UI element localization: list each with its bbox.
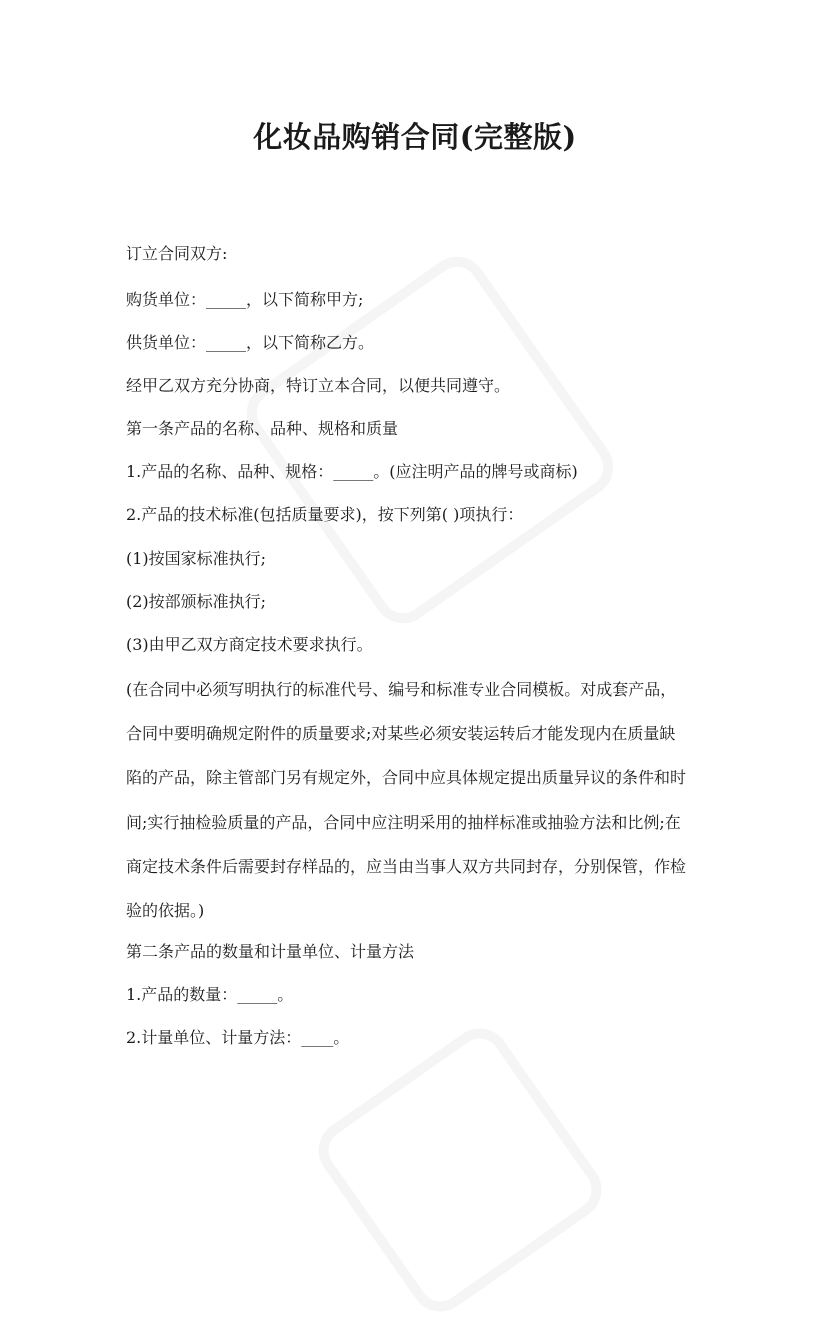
paragraph-line: 陷的产品，除主管部门另有规定外，合同中应具体规定提出质量异议的条件和时 [126,768,687,787]
text-line: (3)由甲乙双方商定技术要求执行。 [126,635,373,654]
text-line: 供货单位：_____，以下简称乙方。 [126,333,375,352]
text-line: 2.计量单位、计量方法：____。 [126,1028,350,1047]
paragraph-line: 合同中要明确规定附件的质量要求;对某些必须安装运转后才能发现内在质量缺 [126,724,676,743]
text-line: 2.产品的技术标准(包括质量要求)，按下列第( )项执行： [126,505,524,524]
paragraph-line: (在合同中必须写明执行的标准代号、编号和标准专业合同模板。对成套产品， [126,680,677,699]
text-line: (1)按国家标准执行; [126,549,267,568]
text-line: 1.产品的数量：_____。 [126,985,294,1004]
section-heading: 第二条产品的数量和计量单位、计量方法 [126,942,415,961]
text-line: 1.产品的名称、品种、规格：_____。(应注明产品的牌号或商标) [126,462,578,481]
text-line: 经甲乙双方充分协商，特订立本合同，以便共同遵守。 [126,376,511,395]
paragraph-line: 间;实行抽检验质量的产品，合同中应注明采用的抽样标准或抽验方法和比例;在 [126,813,681,832]
text-line: (2)按部颁标准执行; [126,592,267,611]
section-heading: 第一条产品的名称、品种、规格和质量 [126,419,399,438]
watermark [307,1017,613,1323]
document-title: 化妆品购销合同(完整版) [253,120,577,154]
text-line: 订立合同双方: [126,244,228,263]
text-line: 购货单位：_____，以下简称甲方; [126,290,364,309]
paragraph-line: 验的依据。) [126,901,205,920]
paragraph-line: 商定技术条件后需要封存样品的，应当由当事人双方共同封存，分别保管，作检 [126,857,687,876]
